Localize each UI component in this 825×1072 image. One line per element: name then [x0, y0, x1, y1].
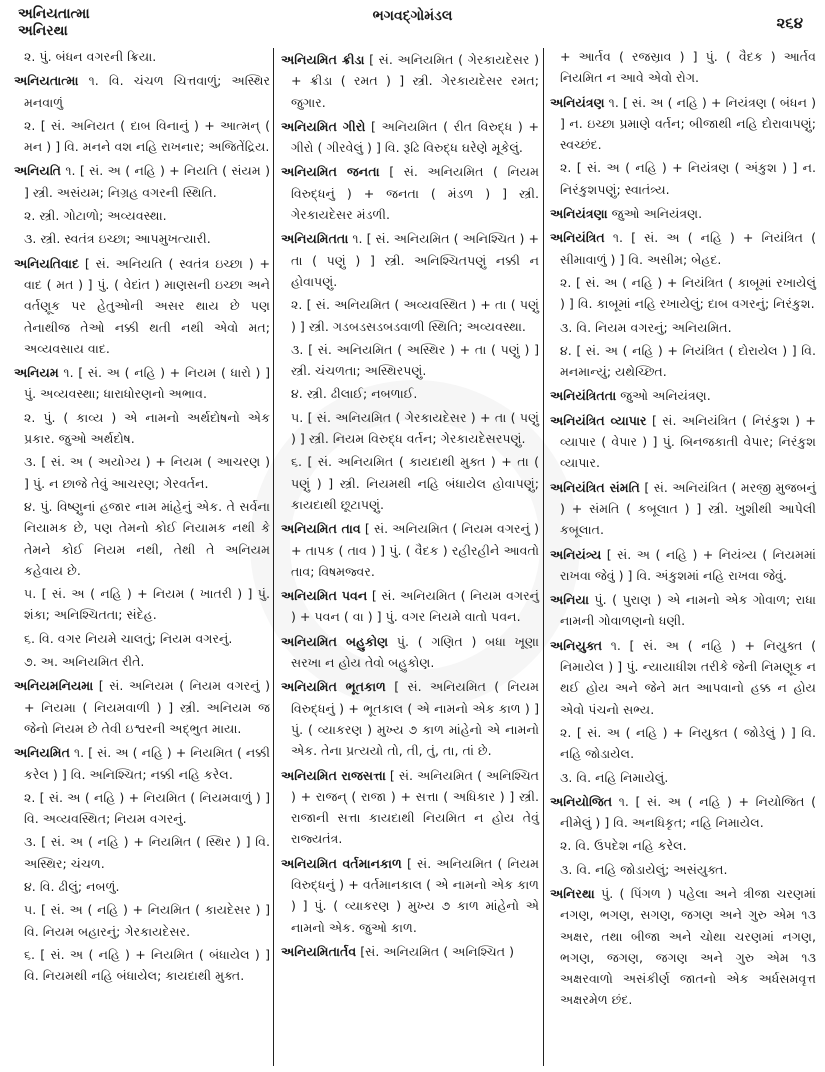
entry-sense: [550, 46, 816, 89]
entry-sense: [14, 944, 270, 987]
definition-text: ૧. [ સં. અ ( નહિ ) + નિયોજિત ( નીમેલું ) ] વિ. અનધિકૃત; નહિ નિમાયેલ.: [560, 793, 816, 831]
definition-text: ૨. [ સં. અ ( નહિ ) + નિયમિત ( નિયમવાળું ) ] વિ. અવ્યવસ્થિત; નિયમ વગરનું.: [24, 789, 270, 827]
entry-sense: [14, 46, 270, 67]
entry-sense: [281, 407, 539, 450]
entry-sense: [14, 899, 270, 942]
dictionary-entry: [550, 227, 816, 270]
definition-text: ૧. [ સં. અ ( નહિ ) + નિયંત્રિત ( સીમાવાળું ) ] વિ. અસીમ; બેહદ.: [560, 230, 816, 267]
headword: અનિયોજિત: [550, 793, 613, 809]
entry-sense: [281, 383, 539, 404]
headword: અનિયા: [550, 592, 589, 608]
definition-text: ૧. [ સં. અ ( નહિ ) + નિયમ ( ધારો ) ] પું. અવ્યવસ્થા; ધારાધોરણનો અભાવ.: [24, 365, 270, 402]
entry-sense: [14, 496, 270, 581]
definition-text: ૪. વિ. ઢીલું; નબળું.: [24, 878, 120, 894]
dictionary-entry: [281, 161, 539, 225]
definition-text: ૨. સ્ત્રી. ગોટાળો; અવ્યવસ્થા.: [24, 208, 167, 224]
definition-text: પું. ( પુરાણ ) એ નામનો એક ગોવાળ; રાધા નામની ગોવાળણનો ધણી.: [560, 592, 816, 629]
entry-sense: [281, 451, 539, 515]
dictionary-entry: [550, 544, 816, 587]
column-divider: [273, 48, 274, 1066]
dictionary-entry: [281, 116, 539, 159]
page-number: ૨૬૪: [776, 14, 803, 32]
definition-text: [ સં. અનિયંત્રિત ( નિરંકુશ ) + વ્યાપાર ( વેપાર ) ] પું. બિનજકાતી વેપાર; નિરંકુશ વ્યાપાર.: [560, 412, 816, 471]
column-2: [281, 46, 539, 964]
entry-sense: [550, 157, 816, 200]
headword: અનિયમિતાર્તવ: [281, 943, 357, 959]
entry-sense: [14, 628, 270, 649]
definition-text: ૧. વિ. ચંચળ ચિત્તવાળું; અસ્થિર મનવાળું: [24, 73, 270, 110]
definition-text: ૧. [ સં. અ ( નહિ ) + નિયંત્રણ ( બંધન ) ] ન. ઇચ્છા પ્રમાણે વર્તન; બીજાથી નહિ દોરાવાપણું; સ્વચ્છંદ.: [560, 94, 816, 153]
definition-text: ૩. [ સં. અ ( અયોગ્ય ) + નિયમ ( આચરણ ) ] પું. ન છાજે તેવું આચરણ; ગેરવર્તન.: [24, 454, 270, 491]
headword: અનિયુક્ત: [550, 637, 603, 653]
dictionary-entry: [14, 675, 270, 739]
headword: અનિયમનિયમા: [14, 678, 94, 694]
entry-sense: [550, 722, 816, 765]
definition-text: ૨. [ સં. અ ( નહિ ) + નિયંત્રિત ( કાબૂમાં રખાયેલું ) ] વિ. કાબૂમાં નહિ રખાયેલું; દાબ વગરનું; નિરંકુશ.: [560, 274, 816, 312]
definition-text: ૪. પું. વિષ્ણુનાં હજાર નામ માંહેનું એક. તે સર્વના નિયામક છે, પણ તેમનો કોઈ નિયામક નથી કે તેમને કોઈ નિયમ નથી, તેથી તે અનિયમ કહેવાય છે.: [24, 498, 270, 578]
entry-sense: [14, 583, 270, 626]
headword: અનિયંત્રણા: [550, 206, 608, 222]
dictionary-entry: [14, 70, 270, 113]
guide-word-first: અનિયતાત્મા: [18, 6, 90, 22]
entry-sense: [550, 272, 816, 315]
entry-sense: [281, 339, 539, 382]
dictionary-entry: [550, 410, 816, 474]
definition-text: ૨. પું. ( કાવ્ય ) એ નામનો અર્થદોષનો એક પ્રકાર. જુઓ અર્થદોષ.: [24, 409, 270, 447]
headword: અનિયમિત જનતા: [281, 164, 380, 180]
dictionary-entry: [550, 589, 816, 632]
definition-text: ૧. [ સં. અ ( નહિ ) + નિયમિત ( નક્કી કરેલ ) ] વિ. અનિશ્ચિત; નક્કી નહિ કરેલ.: [24, 745, 270, 782]
definition-text: + આર્તવ ( રજસ્રાવ ) ] પું. ( વૈદક ) આર્તવ નિયમિત ન આવે એવો રોગ.: [560, 49, 816, 86]
dictionary-entry: [281, 941, 539, 962]
definition-text: [ સં. અનિયમિત ( નિયમ વિરુદ્ધનું ) + જનતા ( મંડળ ) ] સ્ત્રી. ગેરકાયદેસર મંડળી.: [291, 164, 539, 223]
headword: અનિયતાત્મા: [14, 73, 79, 89]
headword: અનિયમિત બહુકોણ: [281, 633, 389, 649]
definition-text: [ અનિયમિત ( રીત વિરુદ્ધ ) + ગીરો ( ગીરવેલું ) ] વિ. રૂઢિ વિરુદ્ધ ઘરેણે મૂકેલું.: [291, 118, 539, 156]
entry-sense: [550, 767, 816, 788]
definition-text: ૩. [ સં. અ ( નહિ ) + નિયમિત ( સ્થિર ) ] વિ. અસ્થિર; ચંચળ.: [24, 834, 270, 871]
definition-text: ૩. વિ. નહિ નિમાયેલું.: [560, 769, 669, 785]
dictionary-entry: [550, 477, 816, 541]
definition-text: ૨. [ સં. અ ( નહિ ) + નિયુક્ત ( જોડેલું ) ] વિ. નહિ જોડાયેલ.: [560, 724, 816, 762]
headword: અનિરથા: [550, 885, 595, 901]
definition-text: ૪. સ્ત્રી. ઢીલાઈ; નબળાઈ.: [291, 386, 418, 402]
definition-text: ૫. [ સં. અ ( નહિ ) + નિયમ ( ખાતરી ) ] પું. શંકા; અનિશ્ચિતતા; સંદેહ.: [24, 586, 270, 623]
dictionary-entry: [14, 253, 270, 359]
definition-text: ૭. અ. અનિયમિત રીતે.: [24, 654, 145, 670]
definition-text: [ સં. અનિયમિત ( નિયમ વિરુદ્ધનું ) + ભૂતકાલ ( એ નામનો એક કાળ ) ] પું. ( વ્યાકરણ ) મુખ્ય ૭ કાળ માંહેનો એ નામનો એક. તેના પ્રત્યયો તો, તી, તું, તા, તાં છે.: [291, 679, 539, 759]
definition-text: ૪. [ સં. અ ( નહિ ) + નિયંત્રિત ( દોરાયેલ ) ] વિ. મનમાન્યું; યથેચ્છિત.: [560, 342, 816, 380]
headword: અનિયમિત પવન: [281, 588, 368, 604]
definition-text: [ સં. અનિયમિત ( ગેરકાયદેસર ) + ક્રીડા ( રમત ) ] સ્ત્રી. ગેરકાયદેસર રમત; જુગાર.: [291, 52, 539, 110]
dictionary-entry: [550, 883, 816, 1011]
definition-text: ૨. વિ. ઉપદેશ નહિ કરેલ.: [560, 838, 687, 854]
definition-text: પું. ( ગણિત ) બધા ખૂણા સરખા ન હોય તેવો બહુકોણ.: [291, 633, 539, 671]
dictionary-entry: [281, 585, 539, 628]
definition-text: ૨. [ સં. અનિયમિત ( અવ્યવસ્થિત ) + તા ( પણું ) ] સ્ત્રી. ગડબડસડબડવાળી સ્થિતિ; અવ્યવસ્થા.: [291, 297, 539, 334]
entry-sense: [550, 835, 816, 856]
dictionary-entry: [281, 518, 539, 582]
column-divider: [543, 48, 544, 1066]
definition-text: ૬. [ સં. અનિયમિત ( કાયદાથી મુક્ત ) + તા ( પણું ) ] સ્ત્રી. નિયમથી નહિ બંધાયેલ હોવાપણું; કાયદાથી છૂટાપણું.: [291, 454, 539, 512]
entry-sense: [14, 205, 270, 226]
definition-text: [ સં. અનિયમિત ( અનિશ્ચિત ) + રાજન્ ( રાજા ) + સત્તા ( અધિકાર ) ] સ્ત્રી. રાજાની સત્તા કાયદાથી નિયમિત ન હોય તેવું રાજ્યતંત્ર.: [291, 767, 539, 847]
entry-sense: [550, 859, 816, 880]
definition-text: [ સં. અનિયમિત ( નિયમ વિરુદ્ધનું ) + વર્તમાનકાલ ( એ નામનો એક કાળ ) ] પું. ( વ્યાકરણ ) મુખ્ય ૭ કાળ માંહેનો એ નામનો એક. જુઓ કાળ.: [291, 855, 539, 935]
definition-text: ૧. [ સં. અનિયમિત ( અનિશ્ચિત ) + તા ( પણું ) ] સ્ત્રી. અનિશ્ચિતપણું નક્કી ન હોવાપણું.: [291, 231, 539, 289]
dictionary-entry: [14, 160, 270, 203]
headword: અનિયમિત રાજસત્તા: [281, 767, 386, 783]
headword: અનિયમિત ગીરો: [281, 118, 366, 134]
dictionary-entry: [281, 676, 539, 761]
headword: અનિયમિત: [14, 745, 70, 761]
headword: અનિયમિત વર્તમાનકાળ: [281, 855, 402, 871]
headword: અનિયંત્રિતતા: [550, 388, 617, 404]
entry-sense: [14, 787, 270, 830]
entry-sense: [14, 876, 270, 897]
definition-text: ૬. [ સં. અ ( નહિ ) + નિયમિત ( બંધાયેલ ) ] વિ. નિયમથી નહિ બંધાયેલ; કાયદાથી મુક્ત.: [24, 946, 270, 984]
dictionary-entry: [550, 385, 816, 406]
headword: અનિયમિતતા: [281, 231, 349, 247]
headword: અનિયતિવાદ: [14, 255, 79, 271]
entry-sense: [14, 407, 270, 450]
headword: અનિયમિત તાવ: [281, 521, 361, 537]
headword: અનિયંત્રણ: [550, 94, 605, 110]
definition-text: ૧. [ સં. અ ( નહિ ) + નિયુક્ત ( નિમાયેલ ) ] પું. ન્યાયાધીશ તરીકે જેની નિમણૂક ન થઈ હોય અને જેને મત આપવાનો હક્ક ન હોય એવો પંચનો સભ્ય.: [560, 637, 816, 717]
entry-sense: [14, 651, 270, 672]
definition-text: ૨. [ સં. અનિયત ( દાબ વિનાનું ) + આત્મન્ ( મન ) ] વિ. મનને વશ નહિ રાખનાર; અજિતેંદ્રિય.: [24, 117, 270, 155]
headword: અનિયમિત ભૂતકાળ: [281, 679, 386, 695]
dictionary-entry: [14, 742, 270, 785]
definition-text: ૩. વિ. નિયમ વગરનું; અનિયમિત.: [560, 319, 732, 335]
definition-text: ૩. વિ. નહિ જોડાયેલું; અસંયુક્ત.: [560, 861, 728, 877]
definition-text: [ સં. અ ( નહિ ) + નિયંત્ર્ય ( નિયમમાં રાખવા જેવું ) ] વિ. અંકુશમાં નહિ રાખવા જેવું.: [560, 546, 816, 583]
definition-text: [ સં. અનિયમિત ( નિયમ વગરનું ) + તાપક ( તાવ ) ] પું. ( વૈદક ) રહીરહીને આવતો તાવ; વિષમજ્વર.: [291, 521, 539, 579]
entry-sense: [550, 317, 816, 338]
definition-text: ૧. [ સં. અ ( નહિ ) + નિયતિ ( સંયમ ) ] સ્ત્રી. અસંયમ; નિગ્રહ વગરની સ્થિતિ.: [24, 163, 270, 200]
entry-sense: [14, 228, 270, 249]
definition-text: પું. ( પિંગળ ) પહેલા અને ત્રીજા ચરણમાં નગણ, ભગણ, સગણ, જગણ અને ગુરુ એમ ૧૩ અક્ષર, તથા બીજા અને ચોથા ચરણમાં નગણ, ભગણ, જગણ, જગણ અને ગુરુ એમ ૧૩ અક્ષરવાળો અસંકીર્ણ જાતનો એક અર્ધસમવૃત્ત અક્ષરમેળ છંદ.: [560, 885, 816, 1008]
entry-sense: [281, 294, 539, 337]
dictionary-entry: [281, 631, 539, 674]
definition-text: ૬. વિ. વગર નિયમે ચાલતું; નિયમ વગરનું.: [24, 630, 233, 646]
definition-text: [ સં. અનિયમિત ( નિયમ વગરનું ) + પવન ( વા ) ] પું. વગર નિયમે વાતો પવન.: [291, 588, 540, 625]
entry-sense: [14, 115, 270, 158]
headword: અનિયંત્રિત વ્યાપાર: [550, 412, 647, 428]
definition-text: જુઓ અનિયંત્રણ.: [607, 206, 703, 222]
dictionary-entry: [281, 228, 539, 292]
entry-sense: [550, 340, 816, 383]
headword: અનિયંત્રિત: [550, 230, 605, 246]
dictionary-entry: [550, 635, 816, 720]
headword: અનિયંત્રિત સંમતિ: [550, 479, 640, 495]
dictionary-entry: [550, 791, 816, 834]
definition-text: ૫. [ સં. અ ( નહિ ) + નિયમિત ( કાયદેસર ) ] વિ. નિયમ બહારનું; ગેરકાયદેસર.: [24, 902, 270, 939]
guide-word-last: અનિરથા: [18, 23, 68, 39]
dictionary-entry: [281, 853, 539, 938]
dictionary-entry: [550, 203, 816, 224]
headword: અનિયંત્ર્ય: [550, 546, 602, 562]
definition-text: ૨. પું. બંધન વગરની ક્રિયા.: [24, 49, 157, 64]
definition-text: [ સં. અનિયંત્રિત ( મરજી મુજબનું ) + સંમતિ ( કબૂલાત ) ] સ્ત્રી. ખુશીથી આપેલી કબૂલાત.: [560, 479, 816, 538]
dictionary-entry: [14, 362, 270, 405]
definition-text: ૩. સ્ત્રી. સ્વતંત્ર ઇચ્છા; આપમુખત્યારી.: [24, 231, 211, 247]
definition-text: જુઓ અનિયંત્રણ.: [616, 388, 711, 404]
dictionary-entry: [550, 92, 816, 156]
definition-text: ૫. [ સં. અનિયમિત ( ગેરકાયદેસર ) + તા ( પણું ) ] સ્ત્રી. નિયમ વિરુદ્ધ વર્તન; ગેરકાયદેસરપણું.: [291, 409, 539, 447]
dictionary-entry: [281, 49, 539, 113]
definition-text: ૨. [ સં. અ ( નહિ ) + નિયંત્રણ ( અંકુશ ) ] ન. નિરંકુશપણું; સ્વાતંત્ર્ય.: [560, 160, 816, 197]
headword: અનિયમ: [14, 365, 59, 381]
definition-text: [ સં. અનિયમ ( નિયમ વગરનું ) + નિયમા ( નિયમવાળી ) ] સ્ત્રી. અનિયમ જ જેનો નિયમ છે તેવી ઇશ્વરની અદ્ભુત માયા.: [24, 678, 270, 736]
definition-text: [ સં. અનિયતિ ( સ્વતંત્ર ઇચ્છા ) + વાદ ( મત ) ] પું. ( વેદાંત ) માણસની ઇચ્છા અને વર્તણૂક પર હેતુઓની અસર થાય છે પણ તેનાથીજ તેઓ નક્કી થતી નથી એવો મત; અવ્યવસાય વાદ.: [24, 255, 270, 356]
headword: અનિયતિ: [14, 163, 62, 179]
page-title: ભગવદ્ગોમંડલ: [372, 8, 453, 24]
column-1: [14, 46, 270, 988]
entry-sense: [14, 451, 270, 494]
definition-text: ૩. [ સં. અનિયમિત ( અસ્થિર ) + તા ( પણું ) ] સ્ત્રી. ચંચળતા; અસ્થિરપણું.: [291, 341, 539, 379]
dictionary-entry: [281, 765, 539, 850]
entry-sense: [14, 831, 270, 874]
definition-text: [સં. અનિયમિત ( અનિશ્ચિત ): [356, 943, 514, 959]
headword: અનિયમિત ક્રીડા: [281, 52, 365, 67]
column-3: [550, 46, 816, 1013]
